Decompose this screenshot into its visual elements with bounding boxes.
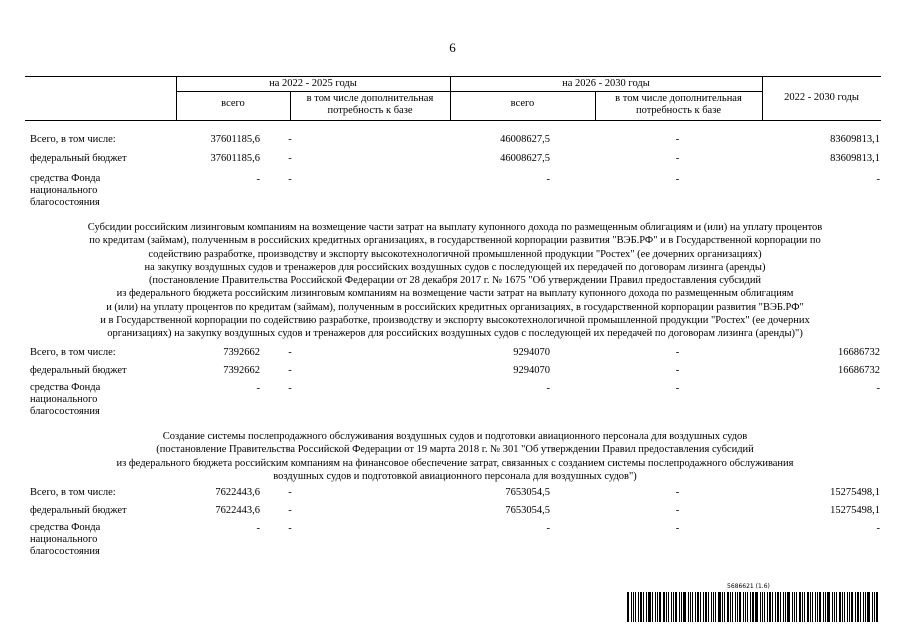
value-2022-2030: 15275498,1: [830, 487, 880, 498]
value-additional-2026-2030: -: [675, 523, 680, 534]
barcode-bar: [807, 592, 809, 622]
title-line: по кредитам (займам), полученным в российских кредитных организациях, в государственной корпорации развития "ВЭБ.РФ" и в Государственной корпорации по: [89, 235, 821, 247]
barcode-bar: [767, 592, 768, 622]
header-additional-2026-2030: в том числе дополнительная потребность к базе: [615, 93, 742, 116]
value-additional-2026-2030: -: [675, 487, 680, 498]
value-2022-2030: -: [876, 383, 880, 394]
table-row: [30, 173, 880, 208]
value-additional-2026-2030: -: [675, 347, 680, 358]
value-2026-2030: 7653054,5: [505, 505, 550, 516]
value-2026-2030: 46008627,5: [500, 153, 550, 164]
value-2022-2025: -: [256, 174, 260, 185]
barcode-bar: [855, 592, 856, 622]
header-total-2022-2030: 2022 - 2030 годы: [784, 92, 859, 103]
barcode-bar: [635, 592, 636, 622]
barcode-bar: [730, 592, 731, 622]
barcode-bar: [675, 592, 677, 622]
value-2026-2030: 9294070: [513, 347, 550, 358]
barcode-bar: [810, 592, 811, 622]
value-2022-2030: 15275498,1: [830, 505, 880, 516]
header-mid-border: [176, 91, 762, 92]
page-number: 6: [449, 40, 456, 55]
value-2022-2025: 7392662: [223, 365, 260, 376]
value-additional-2026-2030: -: [675, 134, 680, 145]
barcode-bar: [825, 592, 826, 622]
barcode-bar: [849, 592, 850, 622]
title-line: Создание системы послепродажного обслуживания воздушных судов и подготовки авиационного персонала для воздушных судов: [162, 431, 748, 442]
barcode-bar: [764, 592, 765, 622]
barcode-bar: [638, 592, 639, 622]
barcode-bar: [750, 592, 751, 622]
barcode-bar: [857, 592, 859, 622]
barcode-bar: [688, 592, 689, 622]
barcode-bar: [794, 592, 795, 622]
title-line: Субсидии российским лизинговым компаниям на возмещение части затрат на выплату купонного дохода по размещенным облигациям и (или) на уплату процентов: [87, 222, 823, 233]
row-label: федеральный бюджет: [30, 365, 127, 376]
barcode-bar: [633, 592, 634, 622]
row-label: средства Фонда национального благосостояния: [30, 382, 101, 417]
barcode-bar: [715, 592, 716, 622]
table-row: [30, 504, 880, 518]
value-2026-2030: 7653054,5: [505, 487, 550, 498]
barcode-bar: [724, 592, 725, 622]
barcode-bar: [673, 592, 674, 622]
barcode-bar: [860, 592, 861, 622]
table-row: [30, 486, 880, 500]
table-row: [30, 346, 880, 360]
value-2026-2030: 9294070: [513, 365, 550, 376]
barcode-bar: [690, 592, 691, 622]
barcode-bar: [799, 592, 801, 622]
value-additional-2022-2025: -: [288, 365, 292, 376]
barcode-bar: [683, 592, 686, 622]
barcode-bar: [769, 592, 771, 622]
barcode-bar: [834, 592, 835, 622]
barcode-bar: [783, 592, 784, 622]
barcode-bar: [705, 592, 707, 622]
barcode-bar: [713, 592, 714, 622]
value-additional-2022-2025: -: [288, 523, 292, 534]
header-total-2026-2030: всего: [510, 98, 535, 109]
table-row: [30, 382, 880, 417]
value-additional-2026-2030: -: [675, 383, 680, 394]
barcode-label: 5686621 (1.6): [727, 583, 770, 590]
value-2022-2025: -: [256, 523, 260, 534]
value-additional-2026-2030: -: [675, 153, 680, 164]
value-2022-2025: 37601185,6: [210, 134, 260, 145]
value-2022-2030: -: [876, 523, 880, 534]
value-2022-2030: 16686732: [838, 365, 880, 376]
barcode-bar: [663, 592, 665, 622]
row-label: средства Фонда национального благосостояния: [30, 522, 101, 557]
row-label: средства Фонда национального благосостояния: [30, 173, 101, 208]
value-2022-2025: 7392662: [223, 347, 260, 358]
value-2022-2030: 83609813,1: [830, 153, 880, 164]
value-2022-2025: -: [256, 383, 260, 394]
table-row: [30, 364, 880, 378]
header-bottom-border: [25, 120, 881, 121]
barcode-bar: [863, 592, 864, 622]
title-line: на закупку воздушных судов и тренажеров для российских воздушных судов с последующей их передачей по договорам лизинга (аренды): [144, 261, 766, 273]
title-line: из федерального бюджета российским компаниям на финансовое обеспечение затрат, связанных с созданием системы послепродажного обслуживания: [116, 457, 794, 469]
barcode-bar: [802, 592, 803, 622]
title-line: и в Государственной корпорации по содействию разработке, производству и экспорту высокотехнологичной промышленной продукции "Ростех" (ее дочерних: [100, 315, 810, 327]
title-line: из федерального бюджета российским лизинговым компаниям на возмещение части затрат на выплату купонного дохода по размещенным облигациям: [116, 288, 794, 300]
barcode-bar: [697, 592, 699, 622]
barcode-bar: [839, 592, 841, 622]
value-additional-2026-2030: -: [675, 505, 680, 516]
barcode-bar: [718, 592, 721, 622]
barcode-bar: [832, 592, 833, 622]
barcode-bar: [780, 592, 781, 622]
barcode-bar: [876, 592, 878, 622]
barcode-bar: [711, 592, 712, 622]
barcode-bar: [708, 592, 709, 622]
value-additional-2022-2025: -: [288, 134, 292, 145]
value-2022-2030: -: [876, 174, 880, 185]
barcode-bar: [655, 592, 656, 622]
value-2022-2025: 7622443,6: [215, 487, 260, 498]
value-additional-2022-2025: -: [288, 153, 292, 164]
barcode-bar: [865, 592, 866, 622]
title-line: воздушных судов и подготовкой авиационного персонала для воздушных судов"): [273, 470, 637, 482]
barcode-bar: [627, 592, 629, 622]
barcode-bar: [775, 592, 776, 622]
barcode-bar: [792, 592, 793, 622]
title-line: (постановление Правительства Российской Федерации от 19 марта 2018 г. № 301 "Об утверждении Правил предоставления субсидий: [156, 444, 754, 456]
title-line: организациях) на закупку воздушных судов и тренажеров для российских воздушных судов с последующей их передачей по договорам лизинга (аренды)"): [107, 328, 803, 340]
barcode-bar: [836, 592, 837, 622]
barcode-bar: [815, 592, 816, 622]
value-additional-2022-2025: -: [288, 505, 292, 516]
header-period-2026-2030: на 2026 - 2030 годы: [562, 78, 650, 89]
barcode-bar: [817, 592, 818, 622]
row-label: Всего, в том числе:: [30, 134, 116, 145]
barcode-bar: [785, 592, 786, 622]
barcode-bar: [732, 592, 733, 622]
barcode-bar: [700, 592, 701, 622]
section-title-aftersales-service: [30, 430, 880, 483]
table-row: [30, 522, 880, 557]
barcode-bar: [648, 592, 651, 622]
value-2022-2030: 83609813,1: [830, 134, 880, 145]
barcode-bar: [827, 592, 830, 622]
barcode-icon: [627, 592, 880, 622]
barcode-bar: [679, 592, 680, 622]
barcode-bar: [737, 592, 738, 622]
header-total-2022-2025: всего: [221, 98, 245, 109]
barcode-bar: [851, 592, 853, 622]
header-period-2022-2025: на 2022 - 2025 годы: [269, 78, 357, 89]
barcode-bar: [668, 592, 669, 622]
barcode-bar: [743, 592, 744, 622]
barcode-bar: [762, 592, 763, 622]
barcode-bar: [659, 592, 661, 622]
barcode-bar: [747, 592, 748, 622]
barcode-bar: [760, 592, 761, 622]
barcode-bar: [722, 592, 723, 622]
barcode-bar: [804, 592, 805, 622]
barcode-bar: [735, 592, 736, 622]
barcode-bar: [755, 592, 758, 622]
barcode-bar: [874, 592, 875, 622]
barcode-bar: [842, 592, 843, 622]
barcode-bar: [812, 592, 813, 622]
barcode-bar: [796, 592, 797, 622]
table-row: [30, 133, 880, 147]
barcode-bar: [692, 592, 693, 622]
barcode-bar: [652, 592, 653, 622]
value-2026-2030: 46008627,5: [500, 134, 550, 145]
value-2026-2030: -: [546, 174, 550, 185]
value-additional-2022-2025: -: [288, 487, 292, 498]
barcode-bar: [752, 592, 754, 622]
section-title-leasing-subsidies: [30, 221, 880, 341]
barcode-bar: [631, 592, 632, 622]
table-row: [30, 152, 880, 166]
row-label: федеральный бюджет: [30, 505, 127, 516]
value-2026-2030: -: [546, 523, 550, 534]
barcode-bar: [787, 592, 790, 622]
barcode-bar: [745, 592, 746, 622]
barcode-bar: [872, 592, 873, 622]
barcode-bar: [703, 592, 704, 622]
value-2022-2030: 16686732: [838, 347, 880, 358]
barcode-bar: [844, 592, 845, 622]
title-line: (постановление Правительства Российской Федерации от 28 декабря 2017 г. № 1675 "Об утверждении Правил предоставления субсидий: [148, 275, 762, 287]
header-top-border: [25, 76, 881, 77]
value-additional-2026-2030: -: [675, 365, 680, 376]
barcode-bar: [867, 592, 870, 622]
barcode-bar: [643, 592, 644, 622]
barcode-bar: [847, 592, 848, 622]
value-additional-2022-2025: -: [288, 383, 292, 394]
barcode-bar: [819, 592, 821, 622]
value-2022-2025: 37601185,6: [210, 153, 260, 164]
value-additional-2022-2025: -: [288, 174, 292, 185]
barcode-bar: [727, 592, 729, 622]
header-additional-2022-2025: в том числе дополнительная потребность к базе: [306, 93, 434, 116]
row-label: Всего, в том числе:: [30, 347, 116, 358]
barcode-bar: [646, 592, 647, 622]
title-line: содействию разработке, производству и экспорту высокотехнологичной промышленной продукции "Ростех" (ее дочерних организациях): [148, 248, 762, 260]
row-label: Всего, в том числе:: [30, 487, 116, 498]
barcode-bar: [640, 592, 642, 622]
barcode-bar: [671, 592, 672, 622]
barcode-bar: [823, 592, 824, 622]
row-label: федеральный бюджет: [30, 153, 127, 164]
barcode-bar: [777, 592, 779, 622]
barcode-bar: [772, 592, 773, 622]
value-additional-2022-2025: -: [288, 347, 292, 358]
value-2026-2030: -: [546, 383, 550, 394]
barcode-bar: [739, 592, 741, 622]
barcode-bar: [695, 592, 696, 622]
barcode-bar: [666, 592, 667, 622]
value-2022-2025: 7622443,6: [215, 505, 260, 516]
barcode-bar: [681, 592, 682, 622]
title-line: и (или) на уплату процентов по кредитам (займам), полученным в российских кредитных организациях, в государственной корпорации развития "ВЭБ.РФ": [106, 301, 804, 313]
barcode-bar: [657, 592, 658, 622]
value-additional-2026-2030: -: [675, 174, 680, 185]
